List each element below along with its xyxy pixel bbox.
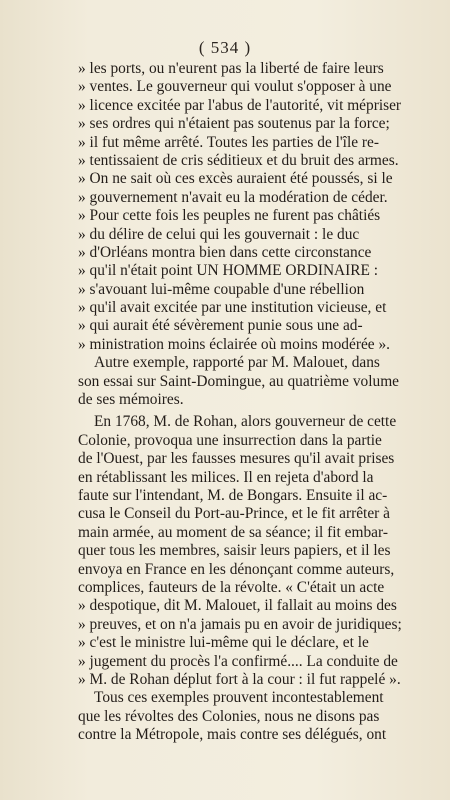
text-line: » gouvernement n'avait eu la modération de céder.	[78, 188, 388, 206]
text-line: » preuves, et on n'a jamais pu en avoir de juridiques;	[78, 615, 402, 633]
text-line: » On ne sait où ces excès auraient été poussés, si le	[78, 170, 393, 188]
text-line: » ministration moins éclairée où moins modérée ».	[78, 335, 391, 353]
text-line: Colonie, provoqua une insurrection dans la partie	[78, 431, 382, 449]
text-line: » ventes. Le gouverneur qui voulut s'opposer à une	[78, 78, 392, 96]
text-line: » tentissaient de cris séditieux et du bruit des armes.	[78, 151, 399, 169]
text-line: » c'est le ministre lui-même qui le déclare, et le	[78, 634, 369, 652]
text-line: main armée, au moment de sa séance; il fit embar-	[78, 523, 388, 541]
text-line: » du délire de celui qui les gouvernait : le duc	[78, 225, 360, 243]
text-line: En 1768, M. de Rohan, alors gouverneur de cette	[94, 413, 397, 431]
text-line: cusa le Conseil du Port-au-Prince, et le fit arrêter à	[78, 505, 390, 523]
text-line: » qu'il avait excitée par une institution vicieuse, et	[78, 299, 387, 317]
text-line: » M. de Rohan déplut fort à la cour : il fut rappelé ».	[78, 670, 401, 688]
text-line: » despotique, dit M. Malouet, il fallait au moins des	[78, 597, 397, 615]
text-line: » jugement du procès l'a confirmé.... La conduite de	[78, 652, 398, 670]
text-line: son essai sur Saint-Domingue, au quatrième volume	[78, 372, 400, 390]
text-line: » qu'il n'était point UN HOMME ORDINAIRE :	[78, 262, 379, 280]
text-line: » licence excitée par l'abus de l'autorité, vit mépriser	[78, 96, 402, 114]
text-line: en rétablissant les milices. Il en rejeta d'abord la	[78, 468, 374, 486]
text-line: » d'Orléans montra bien dans cette circonstance	[78, 243, 372, 261]
text-line: » Pour cette fois les peuples ne furent pas châtiés	[78, 207, 381, 225]
text-line: » qui aurait été sévèrement punie sous une ad-	[78, 317, 363, 335]
text-line: que les révoltes des Colonies, nous ne disons pas	[78, 707, 380, 725]
text-line: Tous ces exemples prouvent incontestablement	[94, 689, 384, 707]
text-line: Autre exemple, rapporté par M. Malouet, dans	[94, 354, 380, 372]
text-line: » les ports, ou n'eurent pas la liberté de faire leurs	[78, 60, 384, 77]
text-line: quer tous les membres, saisir leurs papiers, et il les	[78, 542, 391, 560]
text-line: » s'avouant lui-même coupable d'une rébellion	[78, 280, 365, 298]
text-line: » ses ordres qui n'étaient pas soutenus par la force;	[78, 115, 390, 133]
text-line: complices, fauteurs de la révolte. « C'était un acte	[78, 578, 385, 596]
text-body	[78, 60, 440, 744]
text-line: envoya en France en les dénonçant comme auteurs,	[78, 560, 395, 578]
page-number: ( 534 )	[198, 38, 252, 57]
text-line: faute sur l'intendant, M. de Bongars. Ensuite il ac-	[78, 486, 388, 504]
text-line: » il fut même arrêté. Toutes les parties de l'île re-	[78, 133, 379, 151]
text-line: contre la Métropole, mais contre ses délégués, ont	[78, 726, 387, 744]
text-line: de ses mémoires.	[78, 391, 184, 409]
text-line: de l'Ouest, par les fausses mesures qu'il avait prises	[78, 450, 395, 468]
